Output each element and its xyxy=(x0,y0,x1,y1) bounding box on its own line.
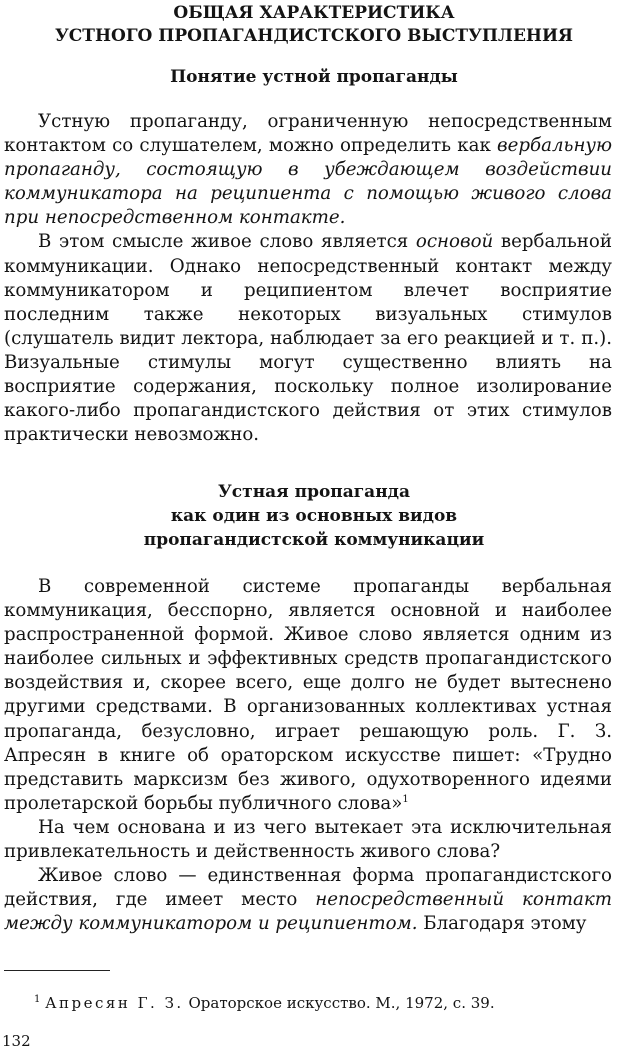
footnote-mark: 1 xyxy=(34,994,41,1005)
paragraph-live-word xyxy=(4,864,612,936)
section-heading-2-line-2: как один из основных видов xyxy=(170,506,458,526)
emphasis-italic: основой xyxy=(415,231,494,253)
paragraph-text: Благодаря этому xyxy=(417,913,587,935)
section-1-body xyxy=(4,110,612,447)
paragraph-text: Устную пропаганду, ограниченную непосредственным контактом со слушателем, можно определить как xyxy=(4,111,612,157)
definition-italic: вербальную пропаганду, состоящую в убеждающем воздействии коммуникатора на реципиента с помощью живого слова при непосредственном контакте. xyxy=(4,135,612,229)
chapter-title-line-2: УСТНОГО ПРОПАГАНДИСТСКОГО ВЫСТУПЛЕНИЯ xyxy=(54,26,574,46)
footnote-citation: Ораторское искусство. М., 1972, с. 39. xyxy=(183,994,495,1012)
page-number: 132 xyxy=(2,1032,31,1050)
paragraph-question: На чем основана и из чего вытекает эта исключительная привлекательность и действенность живого слова? xyxy=(4,816,612,863)
section-heading-2-line-3: пропагандистской коммуникации xyxy=(143,530,485,550)
paragraph-visual-stimuli xyxy=(4,230,612,447)
section-2-body xyxy=(4,575,612,936)
paragraph-text: Живое слово — единственная форма пропагандистского действия, где имеет место xyxy=(4,865,612,911)
footnote-reference[interactable]: 1 xyxy=(402,793,409,805)
paragraph-text: В этом смысле живое слово является xyxy=(38,231,416,253)
section-heading-2 xyxy=(0,480,620,552)
paragraph-definition xyxy=(4,110,612,230)
section-heading-1: Понятие устной пропаганды xyxy=(170,67,458,87)
emphasis-italic: непосредственный контакт между коммуникатором и реципиентом. xyxy=(4,889,613,935)
paragraph-verbal-communication xyxy=(4,575,612,816)
footnote-divider xyxy=(4,970,110,971)
footnote xyxy=(34,993,495,1013)
paragraph-text: вербальной коммуникации. Однако непосредственный контакт между коммуникатором и реципиентом влечет восприятие последним также некоторых визуальных стимулов (слушатель видит лектора, наблюдает за его реакцией и т. п.). Визуальные стимулы могут существенно влиять на восприятие содержания, поскольку полное изолирование какого-либо пропагандистского действия от этих стимулов практически невозможно. xyxy=(4,231,613,446)
chapter-title-line-1: ОБЩАЯ ХАРАКТЕРИСТИКА xyxy=(173,3,455,23)
paragraph-text: В современной системе пропаганды вербальная коммуникация, бесспорно, является основной и наиболее распространенной формой. Живое слово является одним из наиболее сильных и эффективных средств пропагандистского воздействия и, скорее всего, еще долго не будет вытеснено другими средствами. В организованных коллективах устная пропаганда, безусловно, играет решающую роль. Г. З. Апресян в книге об ораторском искусстве пишет: «Трудно представить марксизм без живого, одухотворенного идеями пролетарской борьбы публичного слова» xyxy=(4,576,612,814)
section-heading-2-line-1: Устная пропаганда xyxy=(218,482,410,502)
chapter-title xyxy=(0,2,620,48)
footnote-author: Апресян Г. З. xyxy=(45,994,184,1012)
